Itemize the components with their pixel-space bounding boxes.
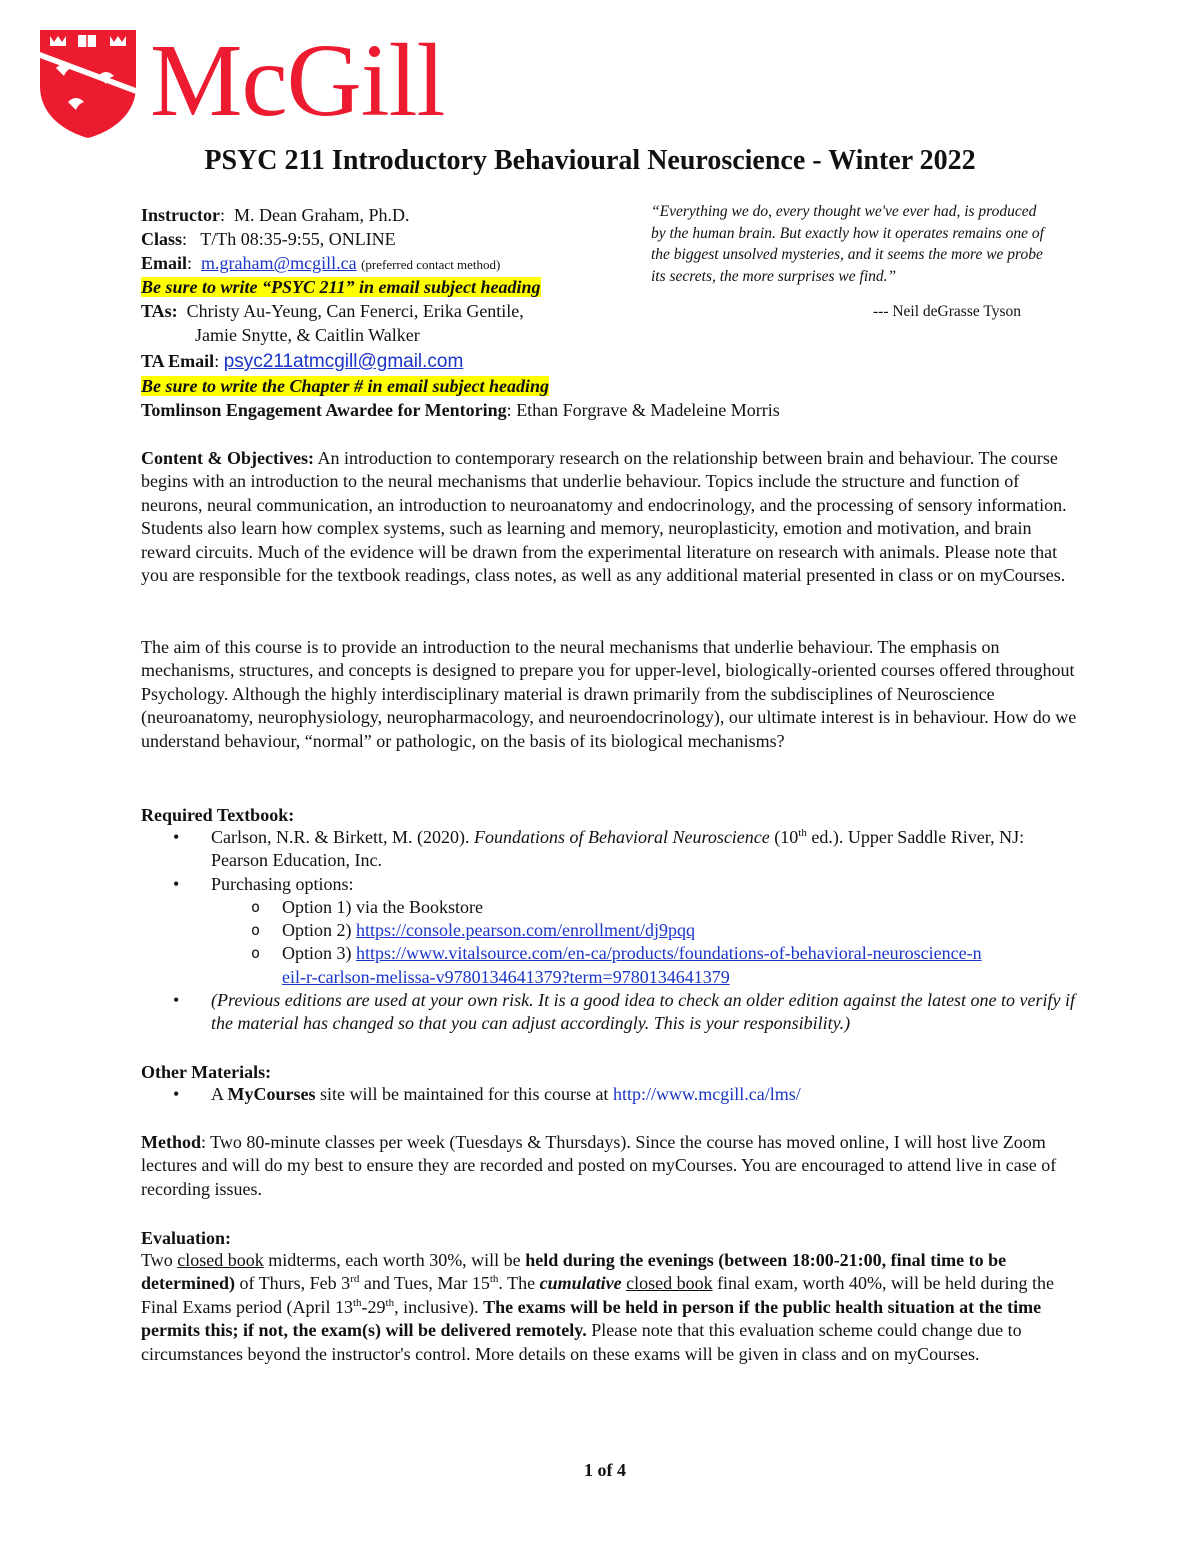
award-label: Tomlinson Engagement Awardee for Mentoring — [141, 400, 507, 420]
method-paragraph — [141, 1131, 1081, 1201]
mycourses-mid: site will be maintained for this course at — [315, 1084, 613, 1104]
evaluation-paragraph — [141, 1249, 1071, 1366]
sub-bullet: o — [251, 944, 261, 963]
eval-closed-book-2: closed book — [626, 1273, 713, 1294]
sub-bullet: o — [251, 921, 261, 940]
award-value: Ethan Forgrave & Madeleine Morris — [516, 400, 780, 420]
bullet: • — [173, 873, 180, 894]
class-value: T/Th 08:35-9:55, ONLINE — [200, 229, 396, 249]
option-3-link[interactable]: https://www.vitalsource.com/en-ca/products/foundations-of-behavioral-neuroscience-neil-r-carlson-melissa-v9780134641379?term=9780134641379 — [282, 943, 982, 987]
instructor-line: Instructor: M. Dean Graham, Ph.D. — [141, 205, 410, 225]
quote-author: --- Neil deGrasse Tyson — [873, 303, 1021, 320]
citation-title: Foundations of Behavioral Neuroscience — [474, 827, 770, 847]
mcgill-wordmark: McGill — [150, 23, 445, 138]
eval-text-8: , inclusive). — [394, 1296, 484, 1317]
materials-list — [141, 1083, 1101, 1106]
list-item — [141, 919, 1101, 942]
tas-names-1: Christy Au-Yeung, Can Fenerci, Erika Gentile, — [186, 301, 524, 321]
ta-email-link[interactable]: psyc211atmcgill@gmail.com — [223, 351, 464, 372]
eval-text-4: and Tues, Mar 15 — [359, 1273, 490, 1294]
eval-text-9: Please note that this evaluation scheme could change due to circumstances beyond the instructor's control. More details on these exams will be given in class and on myCourses. — [141, 1320, 1022, 1364]
option-1: Option 1) via the Bookstore — [282, 896, 483, 917]
email-reminder: Be sure to write “PSYC 211” in email subject heading — [141, 277, 541, 297]
award-line: Tomlinson Engagement Awardee for Mentoring: Ethan Forgrave & Madeleine Morris — [141, 400, 780, 420]
sub-bullet: o — [251, 897, 261, 916]
content-objectives-paragraph — [141, 447, 1081, 587]
eval-text-7: -29 — [361, 1296, 386, 1317]
list-item — [141, 989, 1101, 1036]
bullet: • — [173, 990, 180, 1011]
eval-text-2: midterms, each worth 30%, will be — [263, 1250, 526, 1270]
textbook-citation — [211, 826, 1081, 873]
content-objectives-label: Content & Objectives: — [141, 448, 314, 468]
eval-closed-book-1: closed book — [177, 1250, 264, 1270]
editions-note: (Previous editions are used at your own risk. It is a good idea to check an older edition against the latest one to verify if the material has changed so that you can adjust accordingly. This is your responsibility.) — [211, 990, 1076, 1034]
citation-authors: Carlson, N.R. & Birkett, M. (2020). — [211, 827, 474, 847]
option-2-label: Option 2) — [282, 920, 356, 941]
page-number: 1 of 4 — [584, 1460, 626, 1480]
mycourses-link[interactable]: http://www.mcgill.ca/lms/ — [612, 1084, 801, 1104]
mycourses-pre: A — [211, 1084, 228, 1104]
option-2-link[interactable]: https://console.pearson.com/enrollment/dj9pqq — [356, 920, 695, 941]
eval-sup-th-3: th — [385, 1296, 395, 1309]
eval-in-person-note: The exams will be held in person if the public health situation at the time permits this; if not, the exam(s) will be delivered remotely. — [141, 1296, 1042, 1341]
class-line: Class: T/Th 08:35-9:55, ONLINE — [141, 229, 396, 249]
content-objectives-body: An introduction to contemporary research on the relationship between brain and behaviour. The course begins with an introduction to the neural mechanisms that underlie behaviour. Topics include the structure and function of neurons, neural communication, an introduction to neuroanatomy and endocrinology, and the processing of sensory information. Students also learn how complex systems, such as learning and memory, neuroplasticity, emotion and motivation, and brain reward circuits. Much of the evidence will be drawn from the experimental literature on research with animals. Please note that you are responsible for the textbook readings, class notes, as well as any additional material presented in class or on myCourses. — [141, 448, 1067, 586]
ta-email-reminder: Be sure to write the Chapter # in email subject heading — [141, 376, 550, 396]
method-label: Method — [141, 1132, 201, 1152]
ta-email-reminder-line — [141, 374, 549, 398]
eval-text-3: of Thurs, Feb 3 — [234, 1273, 351, 1294]
email-link[interactable]: m.graham@mcgill.ca — [201, 253, 357, 273]
eval-sup-th-2: th — [352, 1296, 362, 1309]
tas-label: TAs: — [141, 301, 178, 321]
textbook-list — [141, 826, 1101, 1036]
tyson-quote: “Everything we do, every thought we've ever had, is produced by the human brain. But exactly how it operates remains one of the biggest unsolved mysteries, and it seems the more we probe its secrets, the more surprises we find.” — [651, 203, 1044, 285]
bullet: • — [173, 1084, 180, 1104]
tas-names-2: Jamie Snytte, & Caitlin Walker — [195, 325, 420, 345]
citation-edition: (10 — [769, 827, 799, 847]
list-item — [141, 896, 1101, 919]
bullet: • — [173, 827, 180, 847]
eval-sup-th: th — [489, 1273, 499, 1286]
eval-text-1: Two — [141, 1250, 178, 1270]
mycourses-line — [211, 1083, 1101, 1106]
eval-sup-rd: rd — [350, 1273, 360, 1286]
citation-publisher: ed.). Upper Saddle River, NJ: Pearson Education, Inc. — [211, 827, 1025, 871]
class-label: Class — [141, 229, 183, 249]
method-body: : Two 80-minute classes per week (Tuesdays & Thursdays). Since the course has moved online, I will host live Zoom lectures and will do my best to ensure they are recorded and posted on myCourses. You are encouraged to attend live in case of recording issues. — [141, 1132, 1057, 1199]
list-item — [141, 942, 1101, 989]
course-title: PSYC 211 Introductory Behavioural Neuroscience - Winter 2022 — [204, 145, 976, 176]
option-2 — [282, 919, 1101, 942]
ta-email-label: TA Email — [141, 351, 215, 371]
mcgill-shield-icon — [38, 28, 138, 140]
eval-evening-note: held during the evenings (between 18:00-21:00, final time to be determined) — [141, 1250, 1007, 1294]
email-line: Email: m.graham@mcgill.ca (preferred contact method) — [141, 253, 501, 273]
eval-text-5: . The — [498, 1273, 540, 1294]
ta-email-line: TA Email: psyc211atmcgill@gmail.com — [141, 351, 464, 372]
list-item — [141, 826, 1101, 873]
list-item — [141, 873, 1101, 896]
eval-cumulative: cumulative — [539, 1273, 622, 1294]
evaluation-heading: Evaluation: — [141, 1228, 232, 1248]
eval-text-6: final exam, worth 40%, will be held during the Final Exams period (April 13 — [141, 1273, 1054, 1317]
email-note: (preferred contact method) — [361, 257, 501, 272]
email-label: Email — [141, 253, 188, 273]
email-reminder-line — [141, 275, 541, 299]
textbook-heading: Required Textbook: — [141, 805, 295, 825]
mycourses-name: MyCourses — [227, 1084, 316, 1104]
purchasing-options: Purchasing options: — [211, 873, 354, 894]
instructor-label: Instructor — [141, 205, 220, 225]
mcgill-logo — [38, 23, 538, 146]
tas-line — [141, 299, 524, 323]
citation-edition-sup: th — [798, 827, 807, 839]
aim-paragraph: The aim of this course is to provide an introduction to the neural mechanisms that underlie behaviour. The emphasis on mechanisms, structures, and concepts is designed to prepare you for upper-level, biologically-oriented courses offered throughout Psychology. Although the highly interdisciplinary material is drawn primarily from the subdisciplines of Neuroscience (neuroanatomy, neurophysiology, neuropharmacology, and neuroendocrinology), our ultimate interest is in behaviour. How do we understand behaviour, “normal” or pathologic, on the basis of its biological mechanisms? — [141, 637, 1077, 751]
instructor-value: M. Dean Graham, Ph.D. — [234, 205, 410, 225]
list-item — [141, 1083, 1101, 1106]
materials-heading: Other Materials: — [141, 1062, 272, 1082]
option-3-label: Option 3) — [282, 943, 356, 964]
option-3 — [282, 942, 982, 989]
